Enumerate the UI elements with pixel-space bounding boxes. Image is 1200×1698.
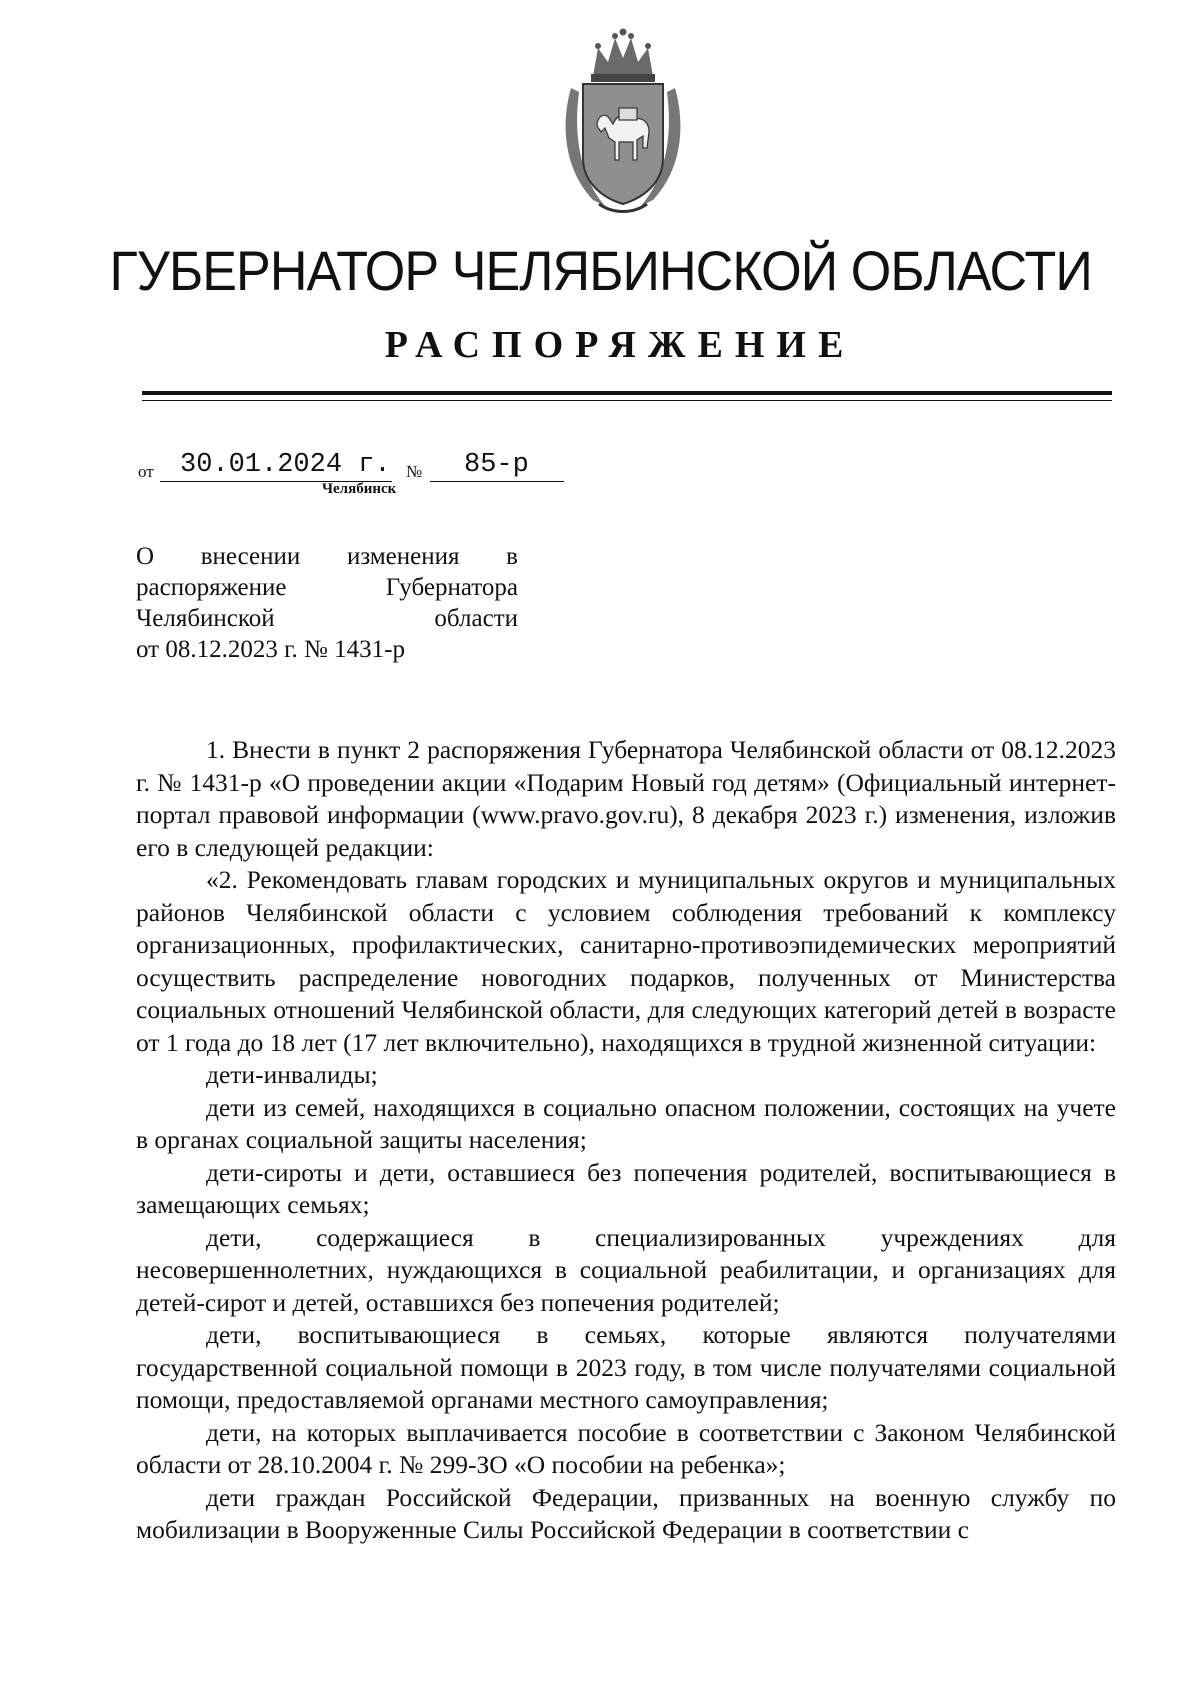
subject-line: Челябинской области: [136, 605, 518, 632]
subject-line: О внесении изменения в: [136, 543, 518, 570]
document-body: [136, 734, 1116, 1547]
body-paragraph: дети, воспитывающиеся в семьях, которые являются получателями государственной социальной помощи в 2023 году, в том числе получателями социальной помощи, предоставляемой органами местного самоуправления;: [136, 1320, 1116, 1414]
body-paragraph: 1. Внести в пункт 2 распоряжения Губернатора Челябинской области от 08.12.2023 г. № 1431-р «О проведении акции «Подарим Новый год детям» (Официальный интернет-портал правовой информации (www.pravo.gov.ru), 8 декабря 2023 г.) изменения, изложив его в следующей редакции:: [136, 735, 1116, 862]
document-number: 85-р: [464, 450, 529, 480]
document-date-number-row: [138, 448, 738, 488]
crown-icon: [591, 29, 655, 83]
body-paragraph: дети, содержащиеся в специализированных учреждениях для несовершеннолетних, нуждающихся в социальной реабилитации, и организациях для детей-сирот и детей, оставшихся без попечения родителей;: [136, 1222, 1116, 1317]
body-paragraph: «2. Рекомендовать главам городских и муниципальных округов и муниципальных районов Челябинской области с условием соблюдения требований к комплексу организационных, профилактических, санитарно-противоэпидемических мероприятий осуществить распределение новогодних подарков, полученных от Министерства социальных отношений Челябинской области, для следующих категорий детей в возрасте от 1 года до 18 лет (17 лет включительно), находящихся в трудной жизненной ситуации:: [136, 865, 1116, 1057]
number-underline: [430, 481, 564, 482]
organization-title: ГУБЕРНАТОР ЧЕЛЯБИНСКОЙ ОБЛАСТИ: [109, 239, 1092, 302]
body-paragraph: дети-сироты и дети, оставшиеся без попечения родителей, воспитывающиеся в замещающих семьях;: [136, 1157, 1116, 1219]
subject-line: от 08.12.2023 г. № 1431-р: [136, 636, 405, 663]
date-prefix: от: [138, 462, 154, 481]
header-divider-thick: [142, 391, 1112, 395]
coat-of-arms-emblem: [553, 28, 693, 213]
body-paragraph: дети, на которых выплачивается пособие в соответствии с Законом Челябинской области от 28.10.2004 г. № 299-ЗО «О пособии на ребенка»;: [136, 1417, 1116, 1479]
document-date: 30.01.2024 г.: [180, 450, 391, 480]
number-prefix: №: [406, 462, 423, 481]
subject-line: распоряжение Губернатора: [136, 574, 518, 601]
document-type-title: РАСПОРЯЖЕНИЕ: [384, 324, 856, 366]
header-divider-thin: [142, 400, 1112, 401]
body-paragraph: дети-инвалиды;: [206, 1060, 378, 1089]
document-city: Челябинск: [322, 481, 397, 497]
body-paragraph: дети граждан Российской Федерации, призванных на военную службу по мобилизации в Вооруженные Силы Российской Федерации в соответствии с: [136, 1482, 1116, 1544]
body-paragraph: дети из семей, находящихся в социально опасном положении, состоящих на учете в органах социальной защиты населения;: [136, 1092, 1116, 1154]
document-subject: [136, 541, 518, 665]
